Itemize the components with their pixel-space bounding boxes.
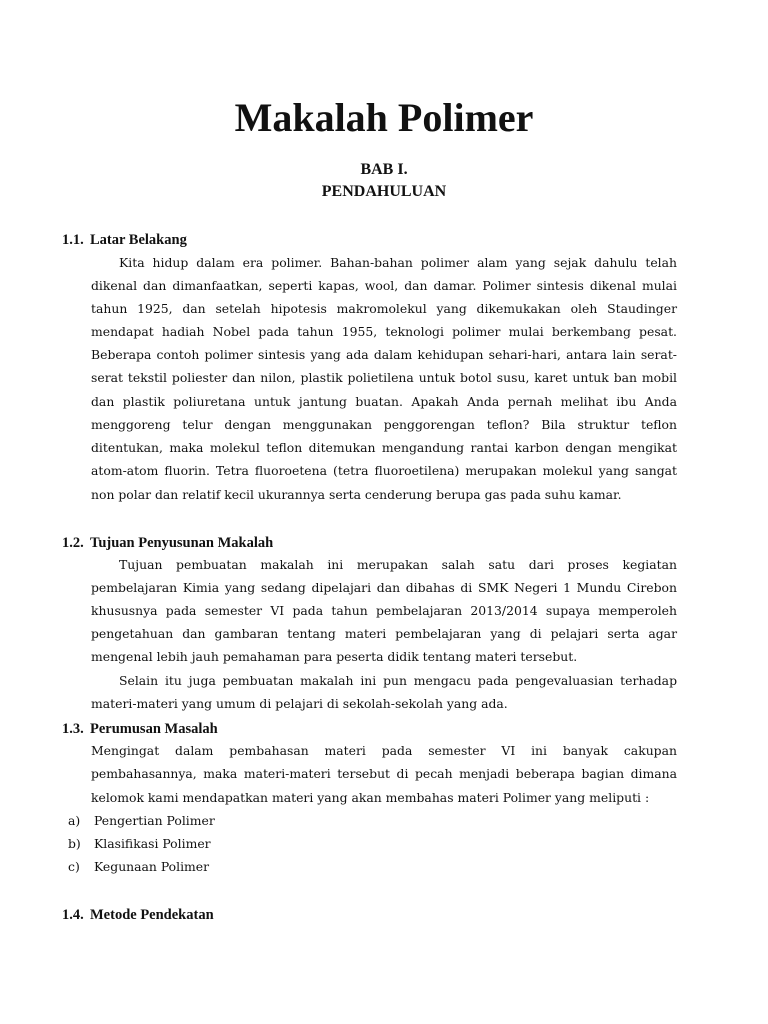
paragraph-line: Kita hidup dalam era polimer. Bahan-bahan polimer alam yang sejak dahulu telah [119, 255, 677, 270]
paragraph-line: atom-atom fluorin. Tetra fluoroetena (tetra fluoroetilena) merupakan molekul yang sangat [91, 463, 677, 478]
paragraph-line: mendapat hadiah Nobel pada tahun 1955, teknologi polimer mulai berkembang pesat. [91, 324, 677, 339]
paragraph-line: mengenal lebih jauh pemahaman para peserta didik tentang materi tersebut. [91, 649, 578, 664]
list-item-text: Kegunaan Polimer [94, 859, 210, 874]
paragraph-line: Tujuan pembuatan makalah ini merupakan salah satu dari proses kegiatan [119, 557, 677, 572]
paragraph-line: khususnya pada semester VI pada tahun pembelajaran 2013/2014 supaya memperoleh [91, 603, 677, 618]
list-marker: a) [68, 813, 81, 828]
paragraph-line: ditentukan, maka molekul teflon ditemukan mengandung rantai karbon dengan mengikat [91, 440, 677, 455]
section-number: 1.2. [62, 535, 84, 551]
section-heading-perumusan-masalah [62, 720, 218, 738]
section-heading-latar-belakang [62, 231, 187, 249]
section-number: 1.1. [62, 232, 84, 248]
section-title: Tujuan Penyusunan Makalah [90, 535, 274, 551]
document-title: Makalah Polimer [234, 95, 534, 140]
paragraph-line: tahun 1925, dan setelah hipotesis makromolekul yang dikemukakan oleh Staudinger [91, 301, 677, 316]
paragraph-line: pengetahuan dan gambaran tentang materi pembelajaran yang di pelajari serta agar [91, 626, 677, 641]
section-title: Perumusan Masalah [90, 721, 218, 737]
chapter-title: PENDAHULUAN [321, 183, 447, 200]
paragraph-line: dikenal dan dimanfaatkan, seperti kapas, wool, dan damar. Polimer sintesis dikenal mulai [91, 278, 677, 293]
list-item [68, 813, 215, 829]
list-marker: c) [68, 859, 80, 874]
paragraph-line: kelomok kami mendapatkan materi yang akan membahas materi Polimer yang meliputi : [91, 790, 650, 805]
section-number: 1.4. [62, 907, 84, 923]
list-marker: b) [68, 836, 81, 851]
paragraph-line: menggoreng telur dengan menggunakan penggorengan teflon? Bila struktur teflon [91, 417, 677, 432]
section-number: 1.3. [62, 721, 84, 737]
paragraph-line: Mengingat dalam pembahasan materi pada semester VI ini banyak cakupan [91, 743, 677, 758]
paragraph-line: Beberapa contoh polimer sintesis yang ada dalam kehidupan sehari-hari, antara lain serat- [91, 347, 677, 362]
section-title: Metode Pendekatan [90, 907, 214, 923]
paragraph-line: pembelajaran Kimia yang sedang dipelajari dan dibahas di SMK Negeri 1 Mundu Cirebon [91, 580, 677, 595]
paragraph-line: materi-materi yang umum di pelajari di sekolah-sekolah yang ada. [91, 696, 508, 711]
list-item [68, 836, 211, 852]
section-title: Latar Belakang [90, 232, 187, 248]
paragraph-line: non polar dan relatif kecil ukurannya serta cenderung berupa gas pada suhu kamar. [91, 487, 622, 502]
list-item [68, 859, 209, 875]
chapter-number: BAB I. [360, 161, 408, 178]
paragraph-line: dan plastik poliuretana untuk jantung buatan. Apakah Anda pernah melihat ibu Anda [91, 394, 677, 409]
list-item-text: Pengertian Polimer [94, 813, 215, 828]
paragraph-line: Selain itu juga pembuatan makalah ini pun mengacu pada pengevaluasian terhadap [119, 673, 677, 688]
list-item-text: Klasifikasi Polimer [94, 836, 211, 851]
section-heading-tujuan [62, 534, 273, 552]
paragraph-line: pembahasannya, maka materi-materi tersebut di pecah menjadi beberapa bagian dimana [91, 766, 677, 781]
section-heading-metode-pendekatan [62, 906, 214, 924]
paragraph-line: serat tekstil poliester dan nilon, plastik polietilena untuk botol susu, karet untuk ban mobil [91, 370, 677, 385]
